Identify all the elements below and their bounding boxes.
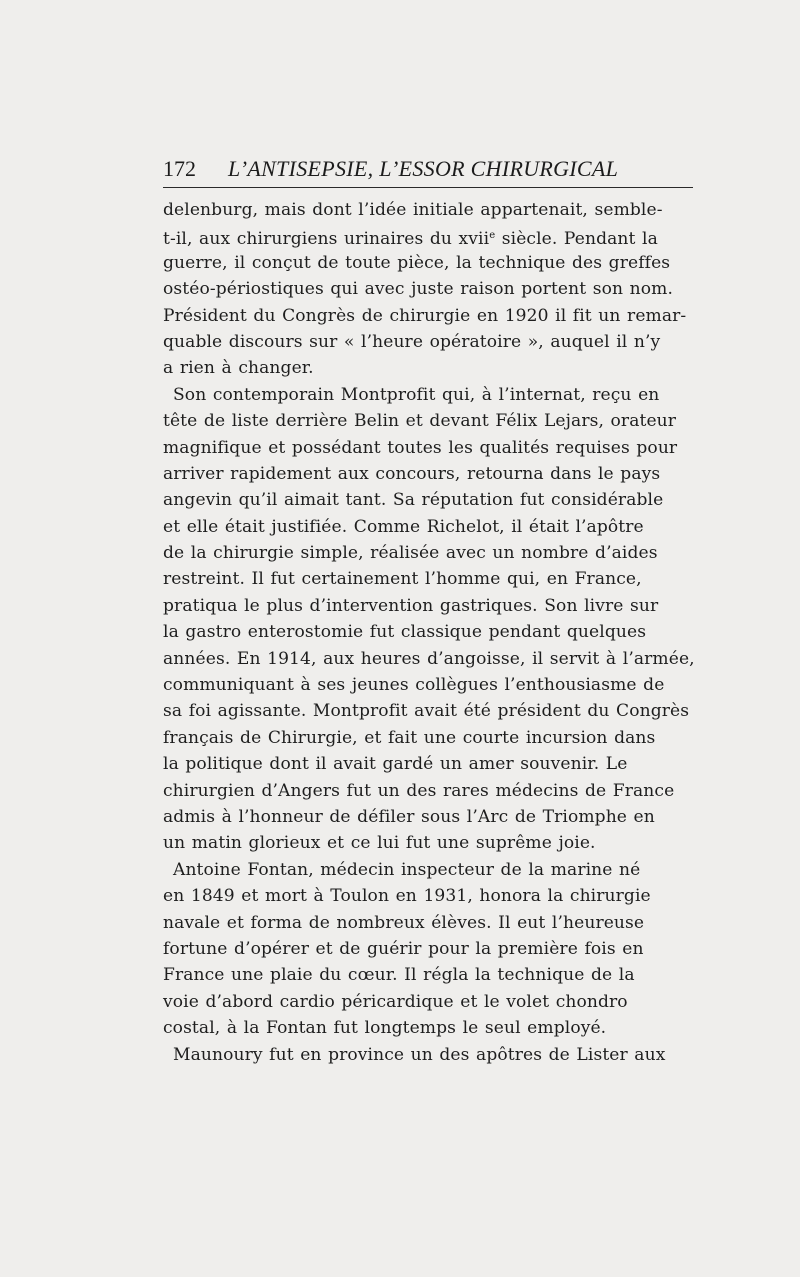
paragraph-start-line: Antoine Fontan, médecin inspecteur de la marine né [173, 859, 641, 880]
text-line: un matin glorieux et ce lui fut une suprême joie. [163, 833, 596, 854]
text-line: chirurgien d’Angers fut un des rares médecins de France [163, 780, 675, 801]
body-text [163, 197, 700, 1068]
running-header [163, 153, 693, 185]
text-line: années. En 1914, aux heures d’angoisse, il servit à l’armée, [163, 648, 695, 669]
text-line: ostéo-périostiques qui avec juste raison portent son nom. [163, 279, 673, 300]
text-line: en 1849 et mort à Toulon en 1931, honora la chirurgie [163, 886, 651, 907]
text-line: pratiqua le plus d’intervention gastriques. Son livre sur [163, 595, 659, 616]
text-line: sa foi agissante. Montprofit avait été président du Congrès [163, 701, 690, 722]
text-line [163, 223, 700, 249]
text-line: de la chirurgie simple, réalisée avec un nombre d’aides [163, 543, 658, 564]
text-line: restreint. Il fut certainement l’homme qui, en France, [163, 569, 642, 590]
text-line: communiquant à ses jeunes collègues l’enthousiasme de [163, 675, 665, 696]
text-line: français de Chirurgie, et fait une courte incursion dans [163, 727, 656, 748]
text-line: a rien à changer. [163, 358, 314, 379]
running-title: L’ANTISEPSIE, L’ESSOR CHIRURGICAL [228, 156, 619, 181]
text-line: costal, à la Fontan fut longtemps le seul employé. [163, 1018, 607, 1039]
text-line: delenburg, mais dont l’idée initiale appartenait, semble- [163, 200, 663, 220]
text-line: la gastro enterostomie fut classique pendant quelques [163, 622, 647, 643]
text-line: magnifique et possédant toutes les qualités requises pour [163, 437, 678, 458]
text-line: fortune d’opérer et de guérir pour la première fois en [163, 938, 644, 959]
text-line: navale et forma de nombreux élèves. Il eut l’heureuse [163, 912, 645, 933]
text-line: et elle était justifiée. Comme Richelot, il était l’apôtre [163, 516, 644, 537]
text-line: Président du Congrès de chirurgie en 1920 il fit un remar- [163, 305, 687, 326]
page-number: 172 [163, 156, 196, 181]
paragraph-start-line: Maunoury fut en province un des apôtres de Lister aux [173, 1044, 666, 1065]
text-line: voie d’abord cardio péricardique et le volet chondro [163, 991, 628, 1012]
text-line: France une plaie du cœur. Il régla la technique de la [163, 965, 635, 986]
text-line: guerre, il conçut de toute pièce, la technique des greffes [163, 252, 671, 273]
text-line: arriver rapidement aux concours, retourna dans le pays [163, 463, 661, 484]
paragraph-start-line: Son contemporain Montprofit qui, à l’internat, reçu en [173, 384, 660, 405]
text-line: quable discours sur « l’heure opératoire », auquel il n’y [163, 331, 661, 352]
text-fragment: t-il, aux chirurgiens urinaires du xvii [163, 229, 490, 250]
text-line: admis à l’honneur de défiler sous l’Arc de Triomphe en [163, 806, 655, 827]
text-line: angevin qu’il aimait tant. Sa réputation fut considérable [163, 490, 664, 511]
text-fragment: siècle. Pendant la [495, 229, 658, 250]
header-rule [163, 187, 693, 188]
text-line: la politique dont il avait gardé un amer souvenir. Le [163, 754, 628, 775]
superscript: e [489, 230, 496, 242]
text-line: tête de liste derrière Belin et devant Félix Lejars, orateur [163, 411, 677, 432]
